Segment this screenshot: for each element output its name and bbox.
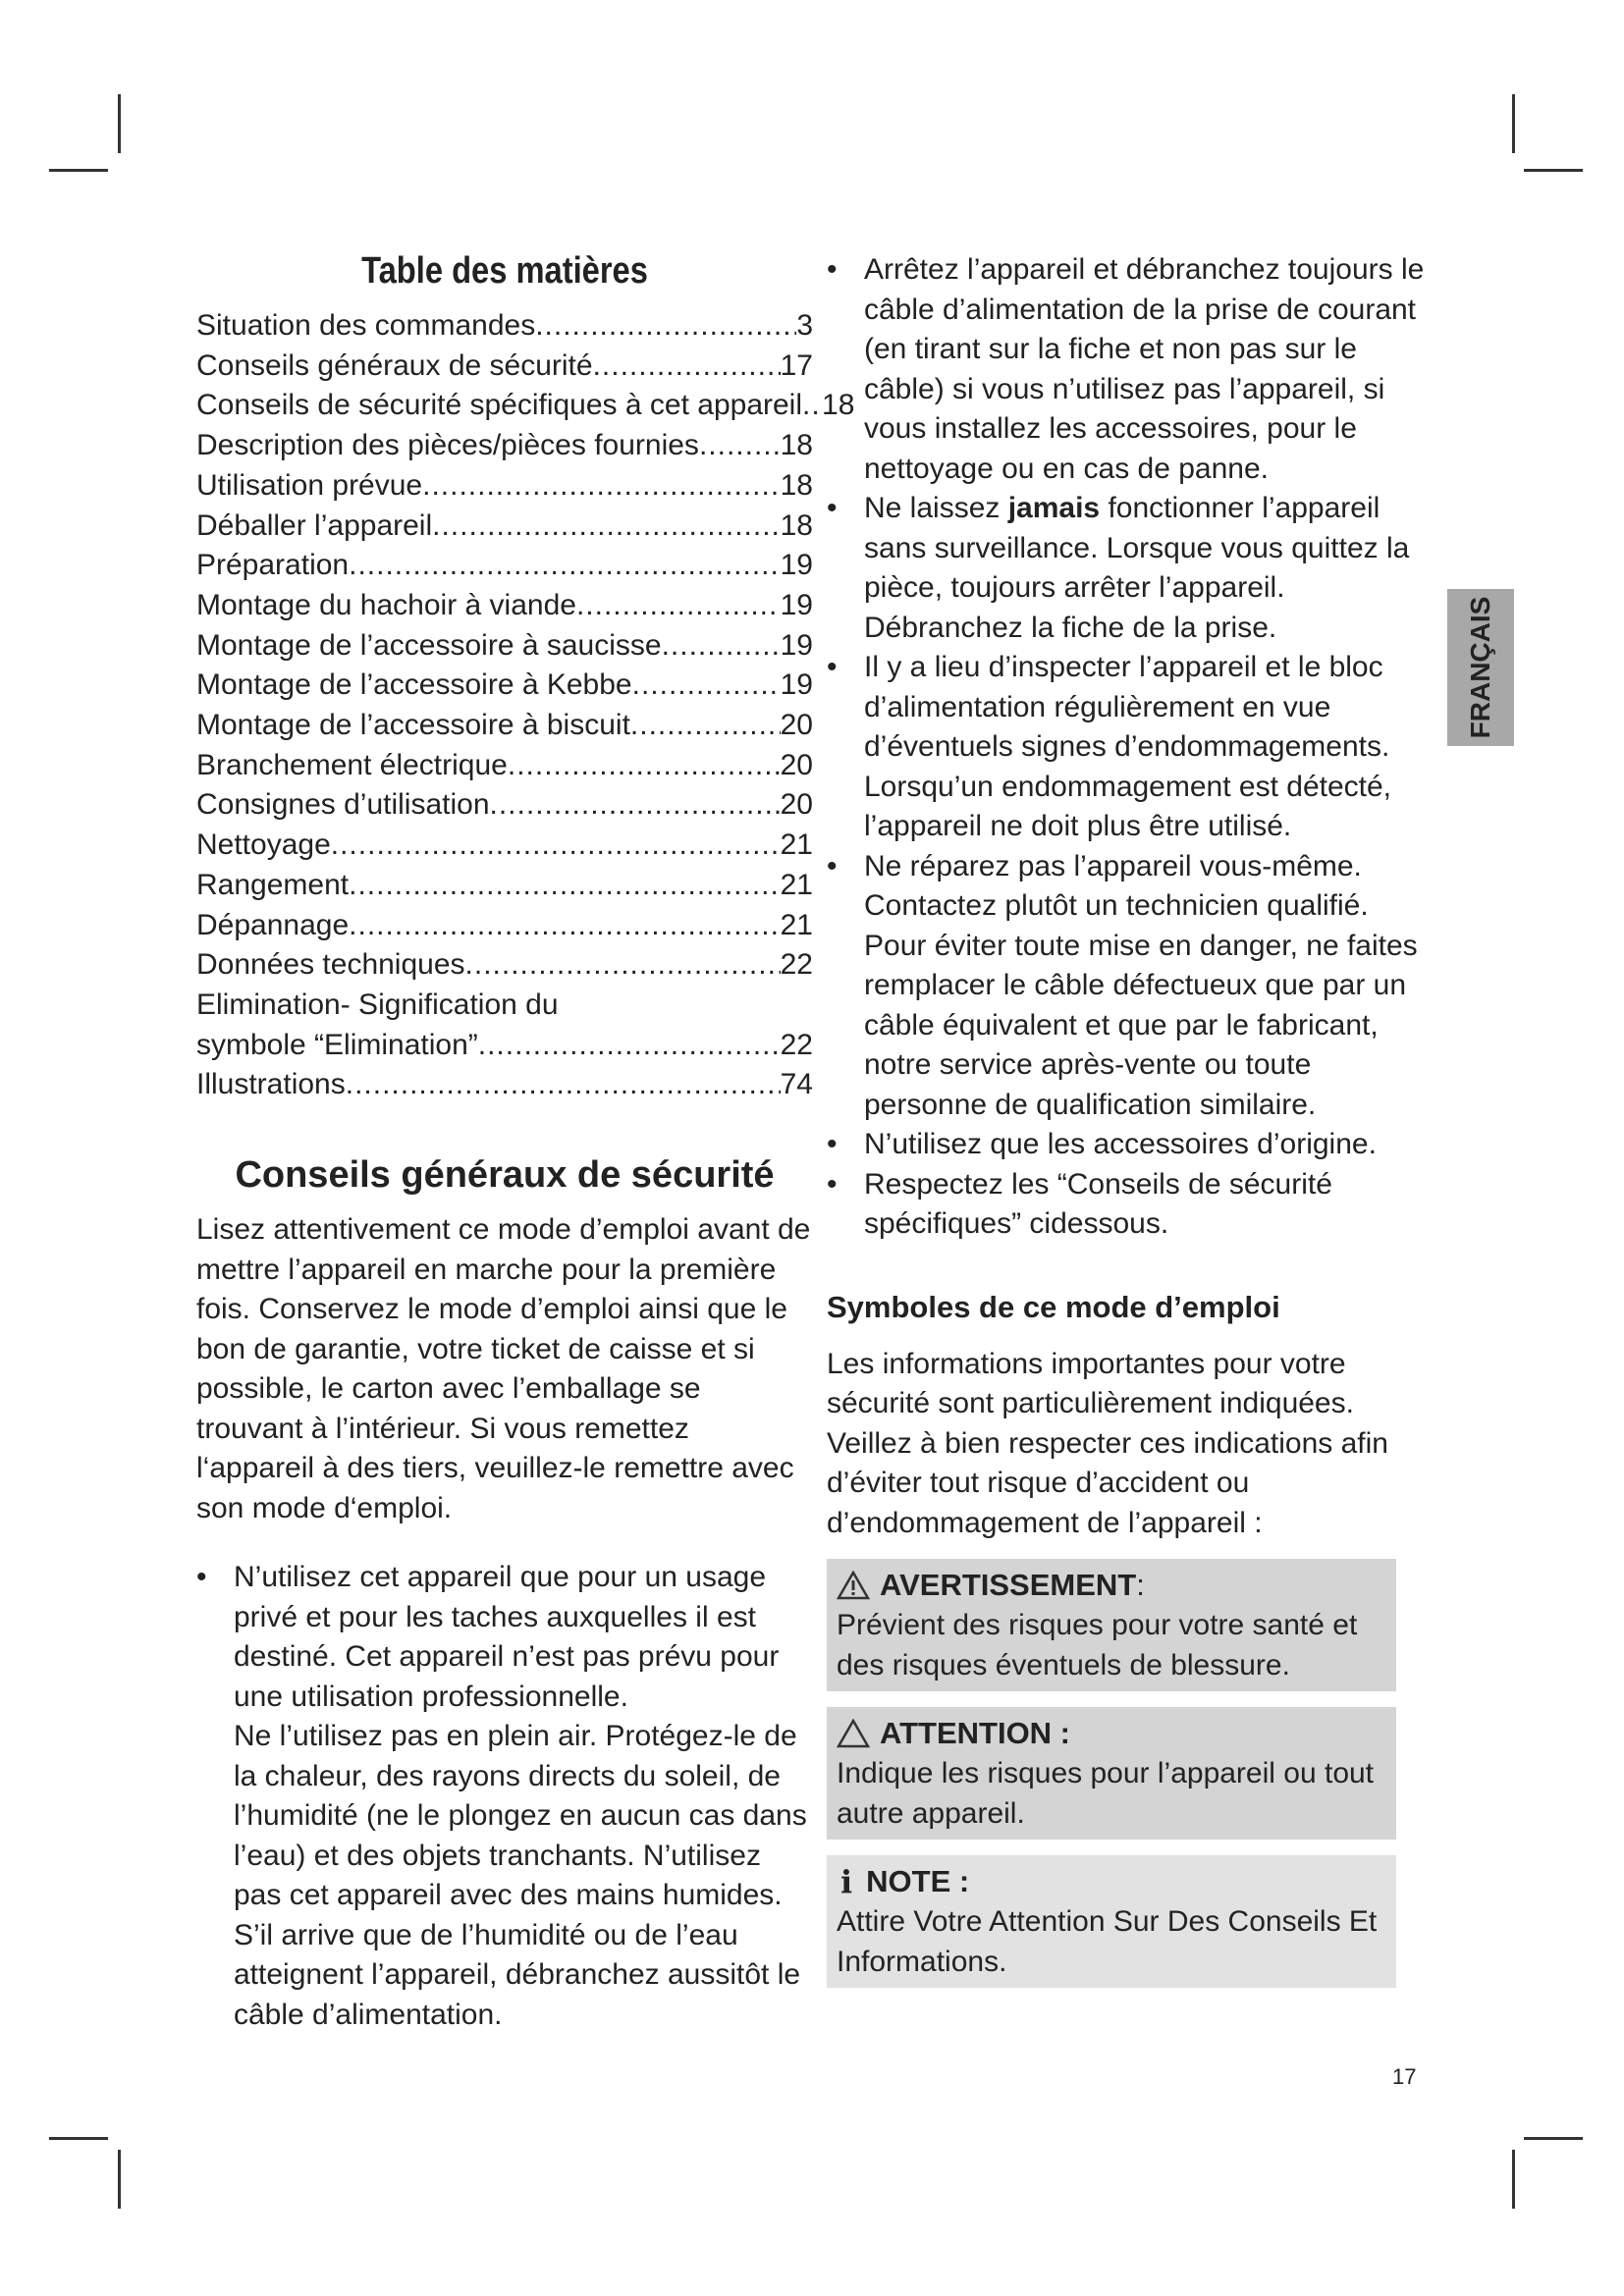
- crop-mark: [118, 94, 121, 153]
- toc-item[interactable]: Nettoyage ..... 21: [196, 826, 813, 866]
- warning-triangle-icon: [837, 1571, 870, 1600]
- attention-notice: [827, 1707, 1396, 1840]
- toc-item[interactable]: Illustrations ..... 74: [196, 1065, 813, 1105]
- toc-item[interactable]: Situation des commandes ..... 3: [196, 306, 813, 347]
- safety-section-title: Conseils généraux de sécurité: [235, 1154, 775, 1197]
- crop-mark: [49, 169, 108, 172]
- warning-body: Prévient des risques pour votre santé et des risques éventuels de blessure.: [837, 1609, 1358, 1682]
- toc-item[interactable]: Montage du hachoir à viande ..... 19: [196, 586, 813, 626]
- toc-item[interactable]: Branchement électrique ..... 20: [196, 746, 813, 786]
- toc-item[interactable]: Déballer l’appareil ..... 18: [196, 507, 813, 547]
- toc-item[interactable]: Dépannage ..... 21: [196, 906, 813, 946]
- bullet-item: • Il y a lieu d’inspecter l’appareil et le bloc d’alimentation régulièrement en vue d’éventuels signes d’endommagements. Lorsqu’un endommagement est détecté, l’appareil ne doit plus être utilisé.: [827, 648, 1426, 847]
- bullet-item: • N’utilisez que les accessoires d’origine.: [827, 1125, 1426, 1165]
- toc-item[interactable]: Description des pièces/pièces fournies ..... 18: [196, 426, 813, 466]
- warning-notice: AVERTISSEMENT : Prévient des risques pour votre santé et des risques éventuels de blessure.: [827, 1559, 1396, 1691]
- toc-item[interactable]: Préparation ..... 19: [196, 546, 813, 586]
- symbols-title: Symboles de ce mode d’emploi: [827, 1289, 1280, 1324]
- toc-item[interactable]: Conseils de sécurité spécifiques à cet appareil ..... 18: [196, 386, 813, 426]
- bullet-item: • Arrêtez l’appareil et débranchez toujours le câble d’alimentation de la prise de courant (en tirant sur la fiche et non pas sur le câble) si vous n’utilisez pas l’appareil, si vous installez les accessoires, pour le nettoyage ou en cas de panne.: [827, 250, 1426, 489]
- note-body: Attire Votre Attention Sur Des Conseils Et Informations.: [837, 1905, 1378, 1978]
- toc-item[interactable]: Consignes d’utilisation ..... 20: [196, 785, 813, 826]
- toc-item[interactable]: Données techniques ..... 22: [196, 945, 813, 986]
- note-notice: [827, 1855, 1396, 1988]
- crop-mark: [1524, 2137, 1583, 2140]
- crop-mark: [118, 2150, 121, 2209]
- bullet-item: • Ne laissez jamais fonctionner l’appareil sans surveillance. Lorsque vous quittez la pièce, toujours arrêter l’appareil. Débranchez la fiche de la prise.: [827, 489, 1426, 648]
- attention-body: Indique les risques pour l’appareil ou tout autre appareil.: [837, 1757, 1375, 1830]
- toc-item[interactable]: Montage de l’accessoire à biscuit ..... 20: [196, 706, 813, 746]
- language-label: FRANÇAIS: [1465, 596, 1495, 739]
- language-tab: [1447, 589, 1514, 746]
- left-column: [196, 250, 855, 2035]
- attention-title: ATTENTION :: [880, 1716, 1071, 1750]
- note-title: NOTE :: [866, 1864, 970, 1898]
- caution-triangle-icon: [837, 1719, 870, 1748]
- info-icon: i: [840, 1863, 853, 1900]
- bullet-item: • Respectez les “Conseils de sécurité spécifiques” cidessous.: [827, 1165, 1426, 1245]
- crop-mark: [49, 2137, 108, 2140]
- warning-title: AVERTISSEMENT: [880, 1568, 1137, 1602]
- safety-intro: Lisez attentivement ce mode d’emploi avant de mettre l’appareil en marche pour la première fois. Conservez le mode d’emploi ainsi que le bon de garantie, votre ticket de caisse et si possible, le carton avec l’emballage se trouvant à l’intérieur. Si vous remettez l‘appareil à des tiers, veuillez-le remettre avec son mode d‘emploi.: [196, 1213, 811, 1524]
- bullet-item: • Ne réparez pas l’appareil vous-même. Contactez plutôt un technicien qualifié. Pour éviter toute mise en danger, ne faites remplacer le câble défectueux que par un câble équivalent et que par le fabricant, notre service après-vente ou toute personne de qualification similaire.: [827, 847, 1426, 1126]
- toc-item[interactable]: Montage de l’accessoire à Kebbe ..... 19: [196, 666, 813, 706]
- toc-item-elimination-line1[interactable]: Elimination- Signification du: [196, 988, 559, 1021]
- toc-item[interactable]: Rangement ..... 21: [196, 866, 813, 906]
- right-column: [827, 250, 1426, 1988]
- toc-item[interactable]: Utilisation prévue ..... 18: [196, 466, 813, 507]
- toc-title: Table des matières: [361, 250, 648, 292]
- crop-mark: [1512, 94, 1515, 153]
- page-number: 17: [1392, 2064, 1417, 2089]
- bullet-item: • N’utilisez cet appareil que pour un usage privé et pour les taches auxquelles il est destiné. Cet appareil n’est pas prévu pour une utilisation professionnelle. Ne l’utilisez pas en plein air. Protégez-le de la chaleur, des rayons directs du soleil, de l’humidité (ne le plongez en aucun cas dans l’eau) et des objets tranchants. N’utilisez pas cet appareil avec des mains humides. S’il arrive que de l’humidité ou de l’eau atteignent l’appareil, débranchez aussitôt le câble d’alimentation.: [196, 1558, 813, 2035]
- safety-bullets-right: [827, 250, 1426, 1245]
- safety-bullets-left: [196, 1558, 813, 2035]
- toc-item[interactable]: symbole “Elimination” ..... 22: [196, 1026, 813, 1066]
- toc-list: [196, 306, 855, 1105]
- crop-mark: [1512, 2150, 1515, 2209]
- crop-mark: [1524, 169, 1583, 172]
- toc-item[interactable]: Conseils généraux de sécurité ..... 17: [196, 347, 813, 387]
- toc-item[interactable]: Montage de l’accessoire à saucisse ..... 19: [196, 626, 813, 667]
- symbols-intro: Les informations importantes pour votre sécurité sont particulièrement indiquées. Veillez à bien respecter ces indications afin d’éviter tout risque d’accident ou d’endommagement de l’appareil :: [827, 1347, 1388, 1539]
